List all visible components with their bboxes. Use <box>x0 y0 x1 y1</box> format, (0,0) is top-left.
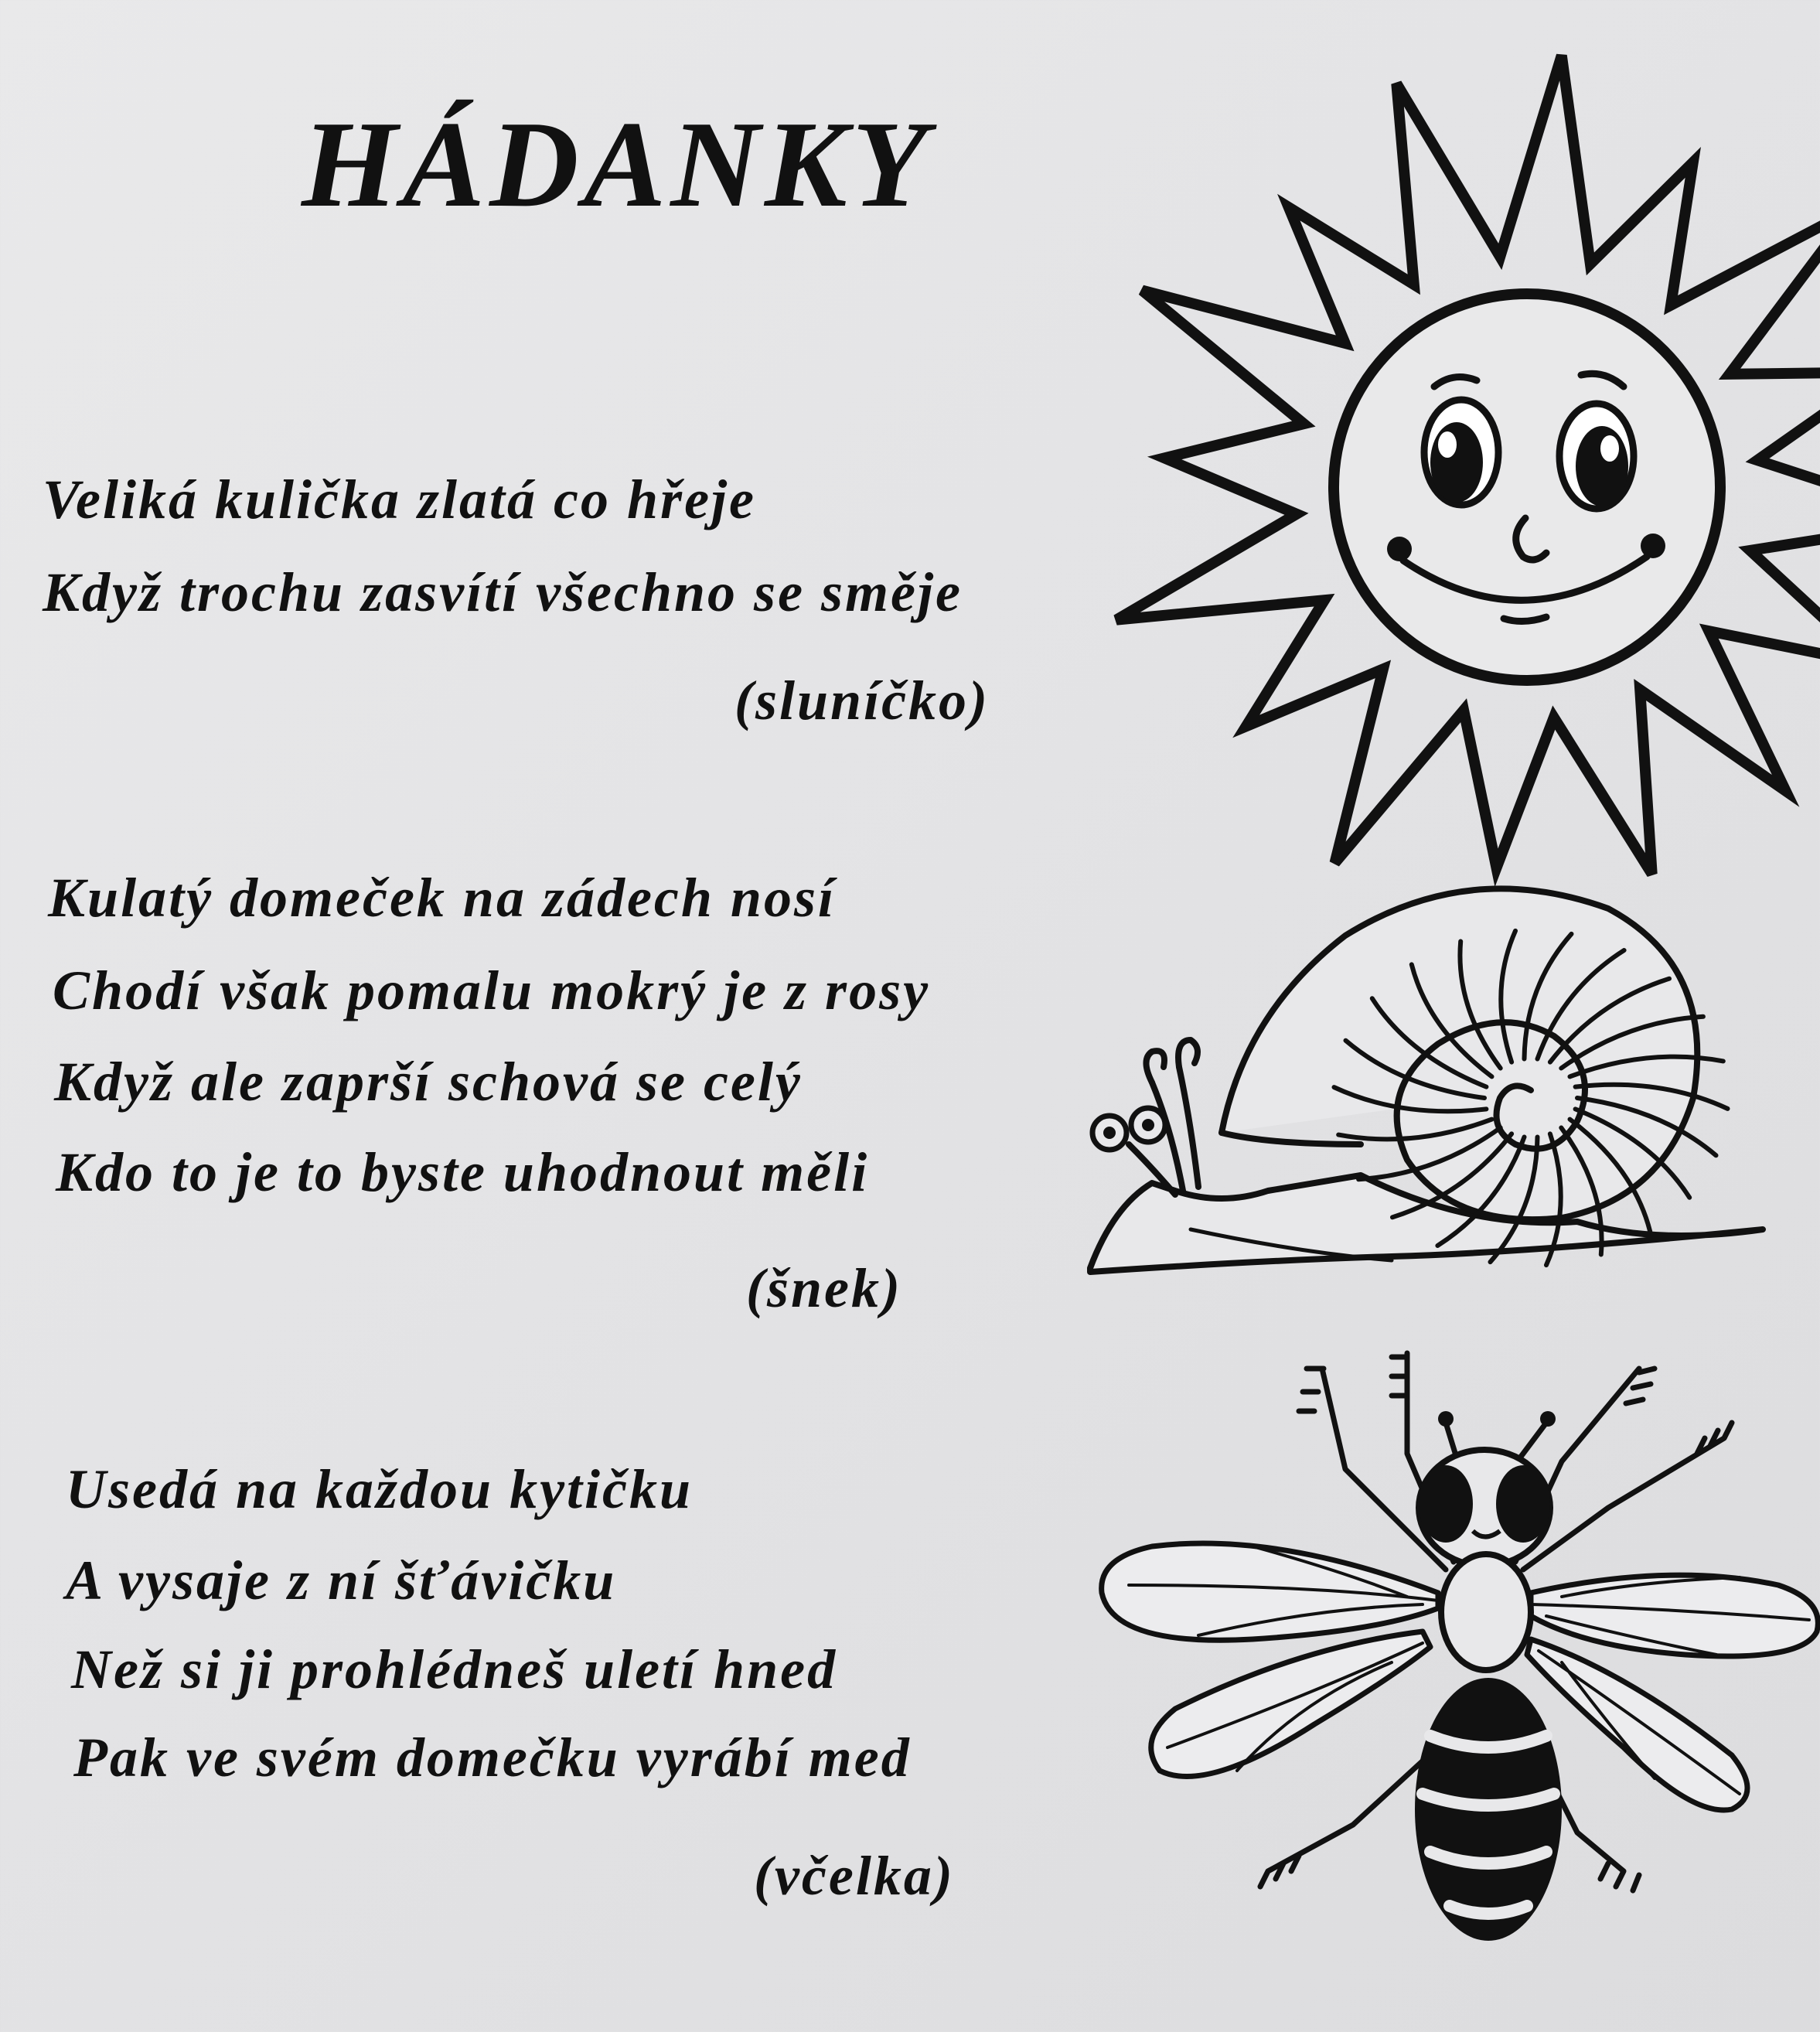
bee-eye-left <box>1419 1465 1473 1543</box>
sun-illustration <box>1090 23 1817 905</box>
riddle-line: Chodí však pomalu mokrý je z rosy <box>53 960 931 1021</box>
bee-leg <box>1299 1369 1446 1570</box>
riddle-line: Usedá na každou kytičku <box>66 1458 694 1520</box>
riddle-line: Veliká kulička zlatá co hřeje <box>43 469 756 530</box>
snail-illustration <box>1067 866 1778 1299</box>
riddle-answer: (sluníčko) <box>734 670 990 731</box>
riddle-answer: (včelka) <box>754 1845 955 1907</box>
bee-wing-upper-left <box>1102 1543 1438 1640</box>
bee-wing-lower-left <box>1151 1631 1430 1777</box>
riddle-line: Kulatý domeček na zádech nosí <box>48 867 836 929</box>
bee-leg <box>1523 1423 1732 1570</box>
riddle-line: Než si ji prohlédneš uletí hned <box>71 1638 838 1700</box>
bee-thorax <box>1441 1554 1531 1670</box>
snail-shell <box>1222 888 1697 1219</box>
sun-cheek-left <box>1387 537 1412 561</box>
riddle-line: A vysaje z ní šťávičku <box>66 1550 617 1611</box>
riddle-line: Když trochu zasvítí všechno se směje <box>43 561 963 623</box>
riddle-line: Pak ve svém domečku vyrábí med <box>73 1727 912 1788</box>
bee-illustration <box>1082 1338 1820 1972</box>
bee-eye-right <box>1496 1465 1550 1543</box>
riddle-line: Kdo to je to byste uhodnout měli <box>56 1141 870 1203</box>
page-title: HÁDANKY <box>302 95 932 233</box>
riddle-answer: (šnek) <box>746 1257 902 1319</box>
riddle-line: Když ale zaprší schová se celý <box>54 1051 803 1113</box>
snail-body <box>1090 1175 1763 1272</box>
snail-tentacle <box>1179 1067 1198 1187</box>
sun-cheek-right <box>1641 534 1665 558</box>
